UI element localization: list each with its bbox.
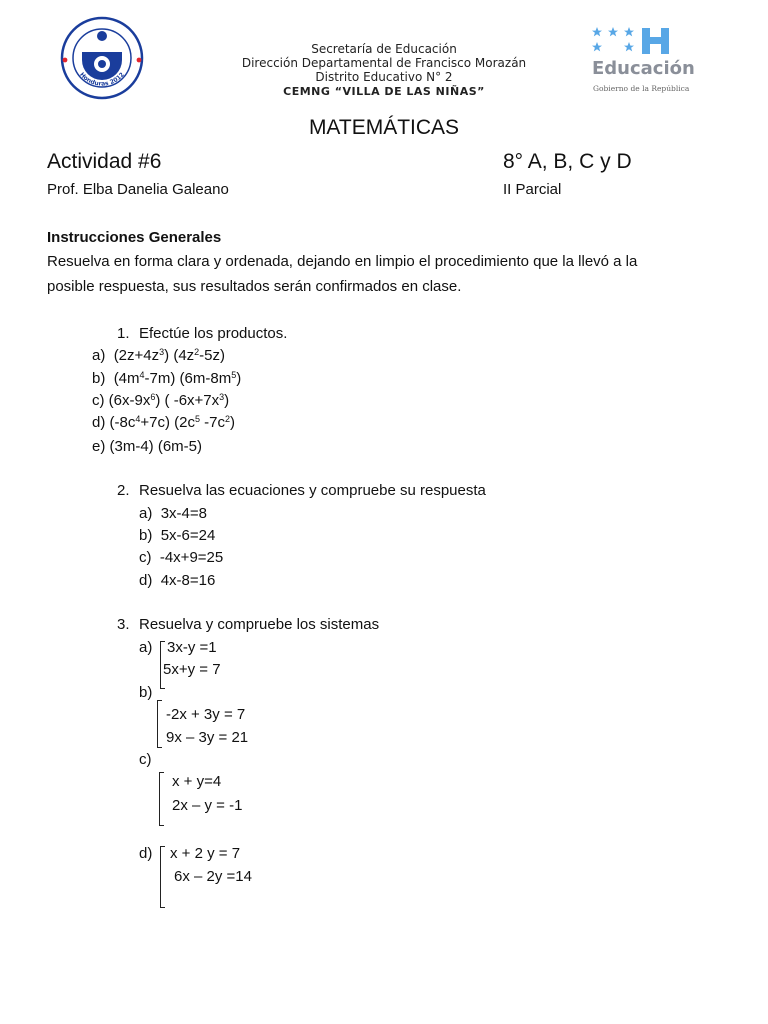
q3-label-b: b) bbox=[139, 684, 153, 701]
system-brace bbox=[159, 772, 166, 826]
q1-item: d) $(-8c^4+7c)$ ($2c^5$ $-7c^2$) bbox=[92, 414, 236, 431]
q1-item: b) $(4m^4-7m)$ $(6m-8m^5)$ bbox=[92, 370, 242, 387]
q1-item-label: e) bbox=[92, 438, 106, 455]
q2-item: d) 4x-8=16 bbox=[139, 572, 216, 589]
logo-bottom-text: Honduras 2012 bbox=[78, 71, 126, 88]
header-line-2: Dirección Departamental de Francisco Morazán bbox=[241, 56, 527, 70]
q3-title: Resuelva y compruebe los sistemas bbox=[139, 616, 380, 633]
system-brace bbox=[157, 700, 164, 748]
q3-system-c-eq2: 2x – y = -1 bbox=[172, 797, 243, 814]
q1-item: a) $(2z+4z^3)$ $(4z^2-5z)$ bbox=[92, 347, 226, 364]
q3-label-a: a) bbox=[139, 639, 153, 656]
q1-item-label: a) bbox=[92, 347, 106, 364]
q3-label-d: d) bbox=[139, 845, 153, 862]
instructions-title: Instrucciones Generales bbox=[47, 229, 222, 246]
q1-item: c) $(6x-9x^6)$ ( $-6x+7x^3$) bbox=[92, 392, 230, 409]
q3-system-b-eq2: 9x – 3y = 21 bbox=[166, 729, 249, 746]
header-line-1: Secretaría de Educación bbox=[311, 42, 457, 56]
gov-logo-word: Educación bbox=[592, 58, 695, 79]
q2-number: 2. bbox=[117, 482, 130, 499]
term: II Parcial bbox=[503, 181, 562, 198]
q3-label-c: c) bbox=[139, 751, 152, 768]
q3-system-c-eq1: x + y=4 bbox=[172, 773, 222, 790]
q1-item-label: d) bbox=[92, 414, 106, 431]
q1-item: e) (3m-4) (6m-5) bbox=[92, 438, 203, 455]
gov-logo bbox=[588, 26, 728, 100]
q3-system-a-eq1: 3x-y =1 bbox=[167, 639, 217, 656]
subject-title: MATEMÁTICAS bbox=[308, 116, 460, 139]
instructions-line-1: Resuelva en forma clara y ordenada, dejando en limpio el procedimiento que la llevó a la bbox=[47, 253, 638, 270]
school-name: CEMNG “VILLA DE LAS NIÑAS” bbox=[283, 85, 485, 98]
q1-title: Efectúe los productos. bbox=[139, 325, 288, 342]
header-line-3: Distrito Educativo N° 2 bbox=[315, 70, 453, 84]
q3-system-d-eq2: 6x – 2y =14 bbox=[174, 868, 252, 885]
teacher-name: Prof. Elba Danelia Galeano bbox=[47, 181, 229, 198]
q3-system-b-eq1: -2x + 3y = 7 bbox=[166, 706, 246, 723]
logo-ring-text bbox=[60, 16, 144, 18]
q3-system-a-eq2: 5x+y = 7 bbox=[163, 661, 221, 678]
q3-system-d-eq1: x + 2 y = 7 bbox=[170, 845, 241, 862]
system-brace bbox=[160, 846, 167, 908]
q2-item: a) 3x-4=8 bbox=[139, 505, 207, 522]
gov-logo-tagline: Gobierno de la República bbox=[593, 84, 690, 93]
q2-item: b) 5x-6=24 bbox=[139, 527, 216, 544]
activity-title: Actividad #6 bbox=[47, 150, 162, 173]
q1-item-label: c) bbox=[92, 392, 105, 409]
q2-title: Resuelva las ecuaciones y compruebe su respuesta bbox=[139, 482, 486, 499]
q1-number: 1. bbox=[117, 325, 130, 342]
gov-logo-stars-icon bbox=[588, 26, 728, 56]
instructions-line-2: posible respuesta, sus resultados serán confirmados en clase. bbox=[47, 278, 462, 295]
q2-item: c) -4x+9=25 bbox=[139, 549, 224, 566]
school-logo bbox=[60, 16, 144, 100]
q1-item-label: b) bbox=[92, 370, 106, 387]
q3-number: 3. bbox=[117, 616, 130, 633]
grades: 8° A, B, C y D bbox=[503, 150, 632, 173]
